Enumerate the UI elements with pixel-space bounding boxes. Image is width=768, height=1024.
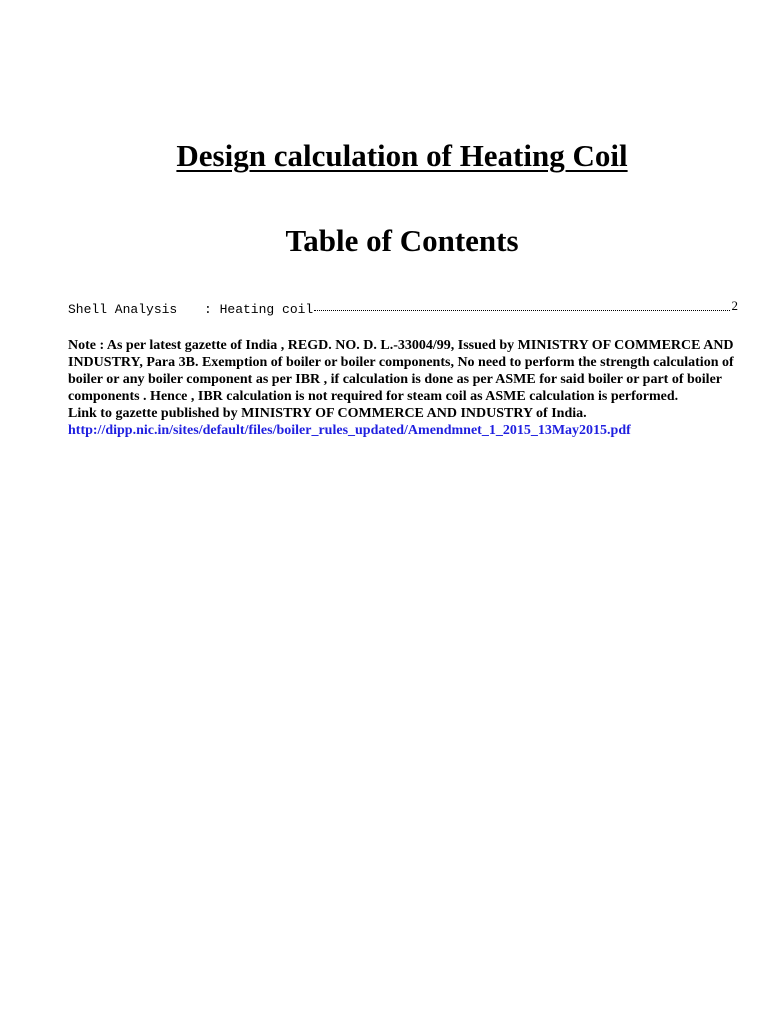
document-title: Design calculation of Heating Coil (176, 138, 628, 173)
toc-page-number: 2 (731, 298, 738, 313)
gazette-link[interactable]: http://dipp.nic.in/sites/default/files/boiler_rules_updated/Amendmnet_1_2015_13May2015.pdf (68, 423, 631, 438)
note-block (68, 337, 740, 439)
link-label: Link to gazette published by MINISTRY OF COMMERCE AND INDUSTRY of India. (68, 406, 587, 421)
toc-section-name: Shell Analysis (68, 302, 178, 317)
toc-dot-leader (314, 309, 729, 311)
note-text: Note : As per latest gazette of India , REGD. NO. D. L.-33004/99, Issued by MINISTRY OF COMMERCE AND INDUSTRY, Para 3B. Exemption of boiler or boiler components, No need to perform the strength calculation of boiler or any boiler component as per IBR , if calculation is done as per ASME for said boiler or part of boiler components . Hence , IBR calculation is not required for steam coil as ASME calculation is performed. (68, 338, 734, 404)
toc-heading: Table of Contents (285, 223, 519, 258)
toc-entry-row[interactable] (68, 300, 738, 319)
toc-entry-title: : Heating coil (204, 302, 314, 317)
